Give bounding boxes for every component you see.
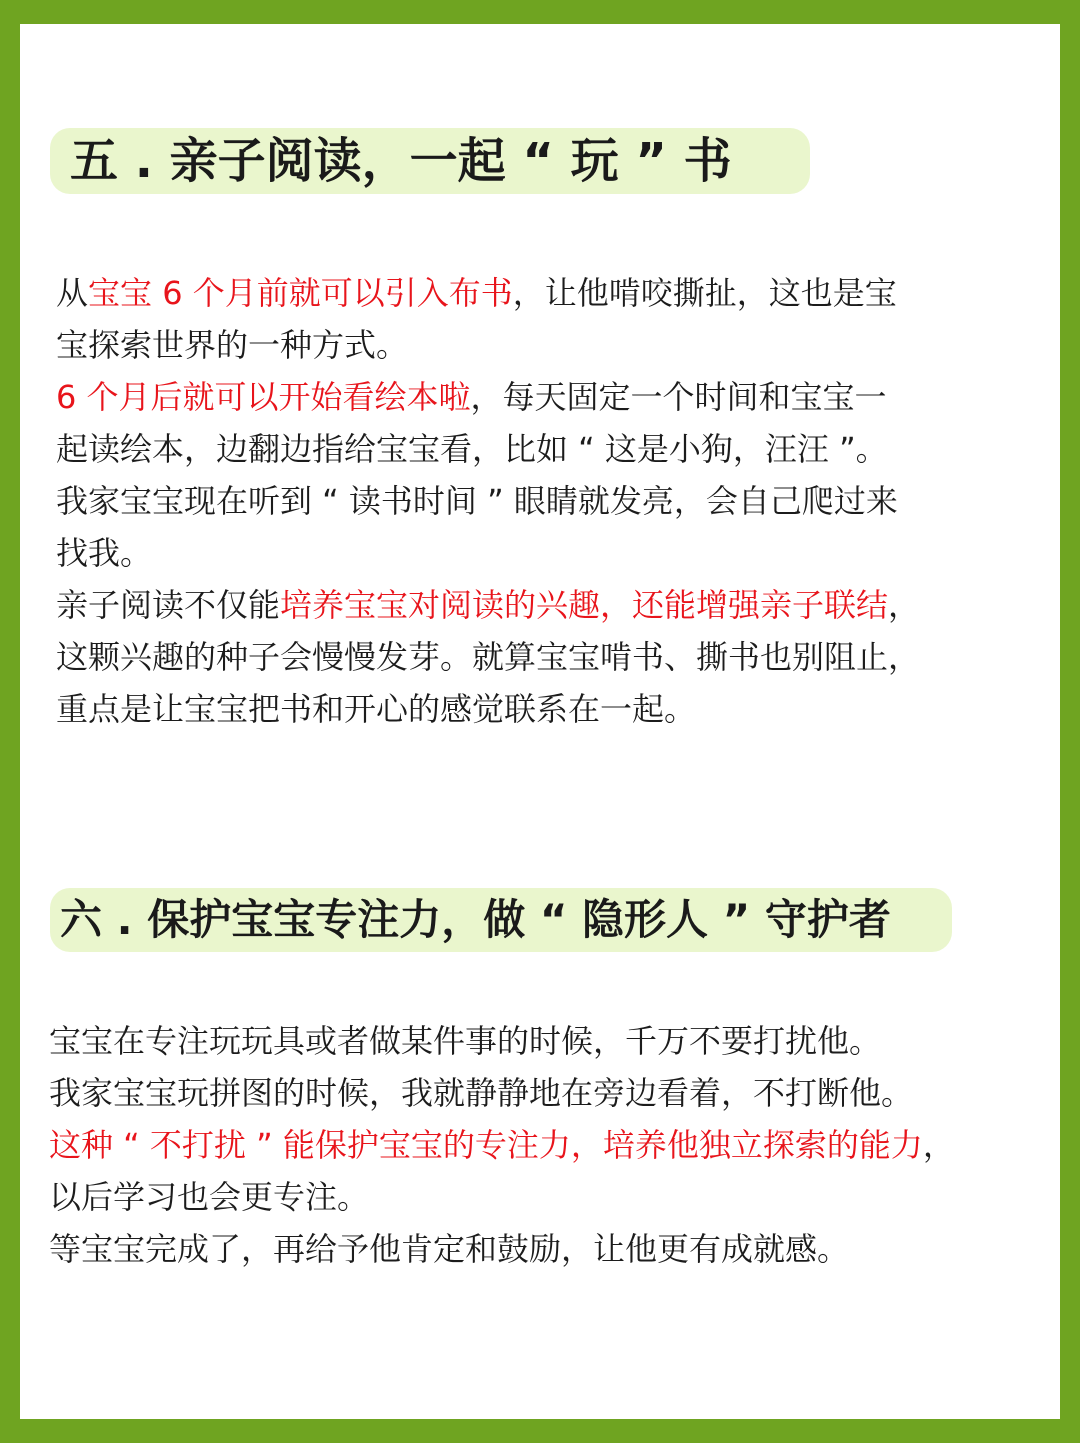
text-run: 我家宝宝现在听到 “ 读书时间 ” 眼睛就发亮，会自己爬过来 [56, 482, 898, 520]
text-run: ，每天固定一个时间和宝宝一 [470, 378, 887, 416]
section-6-heading: 六 . 保护宝宝专注力，做 “ 隐形人 ” 守护者 [50, 888, 952, 952]
section-5-line [56, 371, 1046, 423]
section-6-line [49, 1067, 1064, 1119]
section-5-line [56, 631, 1046, 683]
highlighted-text-run: 这种 “ 不打扰 ” 能保护宝宝的专注力，培养他独立探索的能力 [49, 1126, 923, 1164]
text-run: 起读绘本，边翻边指给宝宝看，比如 “ 这是小狗，汪汪 ”。 [56, 430, 888, 468]
text-run: ，让他啃咬撕扯，这也是宝 [512, 274, 897, 312]
text-run: 以后学习也会更专注。 [49, 1178, 370, 1216]
text-run: 重点是让宝宝把书和开心的感觉联系在一起。 [56, 690, 697, 728]
text-run: ， [888, 586, 921, 624]
text-run: 从 [56, 274, 89, 312]
section-6-line [49, 1171, 1064, 1223]
text-run: 找我。 [56, 534, 153, 572]
section-5-line [56, 267, 1046, 319]
text-run: 这颗兴趣的种子会慢慢发芽。就算宝宝啃书、撕书也别阻止， [56, 638, 921, 676]
text-run: 我家宝宝玩拼图的时候，我就静静地在旁边看着，不打断他。 [49, 1074, 914, 1112]
section-6-line [49, 1223, 1064, 1275]
content-card [20, 24, 1060, 1419]
section-6-line [49, 1119, 1064, 1171]
section-5-line [56, 475, 1046, 527]
text-run: 宝探索世界的一种方式。 [56, 326, 409, 364]
section-5-line [56, 579, 1046, 631]
section-5-line [56, 683, 1046, 735]
text-run: 亲子阅读不仅能 [56, 586, 281, 624]
highlighted-text-run: 6 个月后就可以开始看绘本啦 [56, 378, 471, 416]
highlighted-text-run: 宝宝 6 个月前就可以引入布书 [88, 274, 513, 312]
section-5-line [56, 527, 1046, 579]
text-run: ， [922, 1126, 955, 1164]
highlighted-text-run: 培养宝宝对阅读的兴趣，还能增强亲子联结 [280, 586, 889, 624]
section-6-line [49, 1015, 1064, 1067]
section-5-body [56, 267, 1046, 735]
section-6-body [49, 1015, 1064, 1275]
text-run: 宝宝在专注玩玩具或者做某件事的时候，千万不要打扰他。 [49, 1022, 882, 1060]
text-run: 等宝宝完成了，再给予他肯定和鼓励，让他更有成就感。 [49, 1230, 850, 1268]
section-5-line [56, 423, 1046, 475]
section-5-line [56, 319, 1046, 371]
section-5-heading: 五 . 亲子阅读，一起 “ 玩 ” 书 [50, 128, 810, 194]
